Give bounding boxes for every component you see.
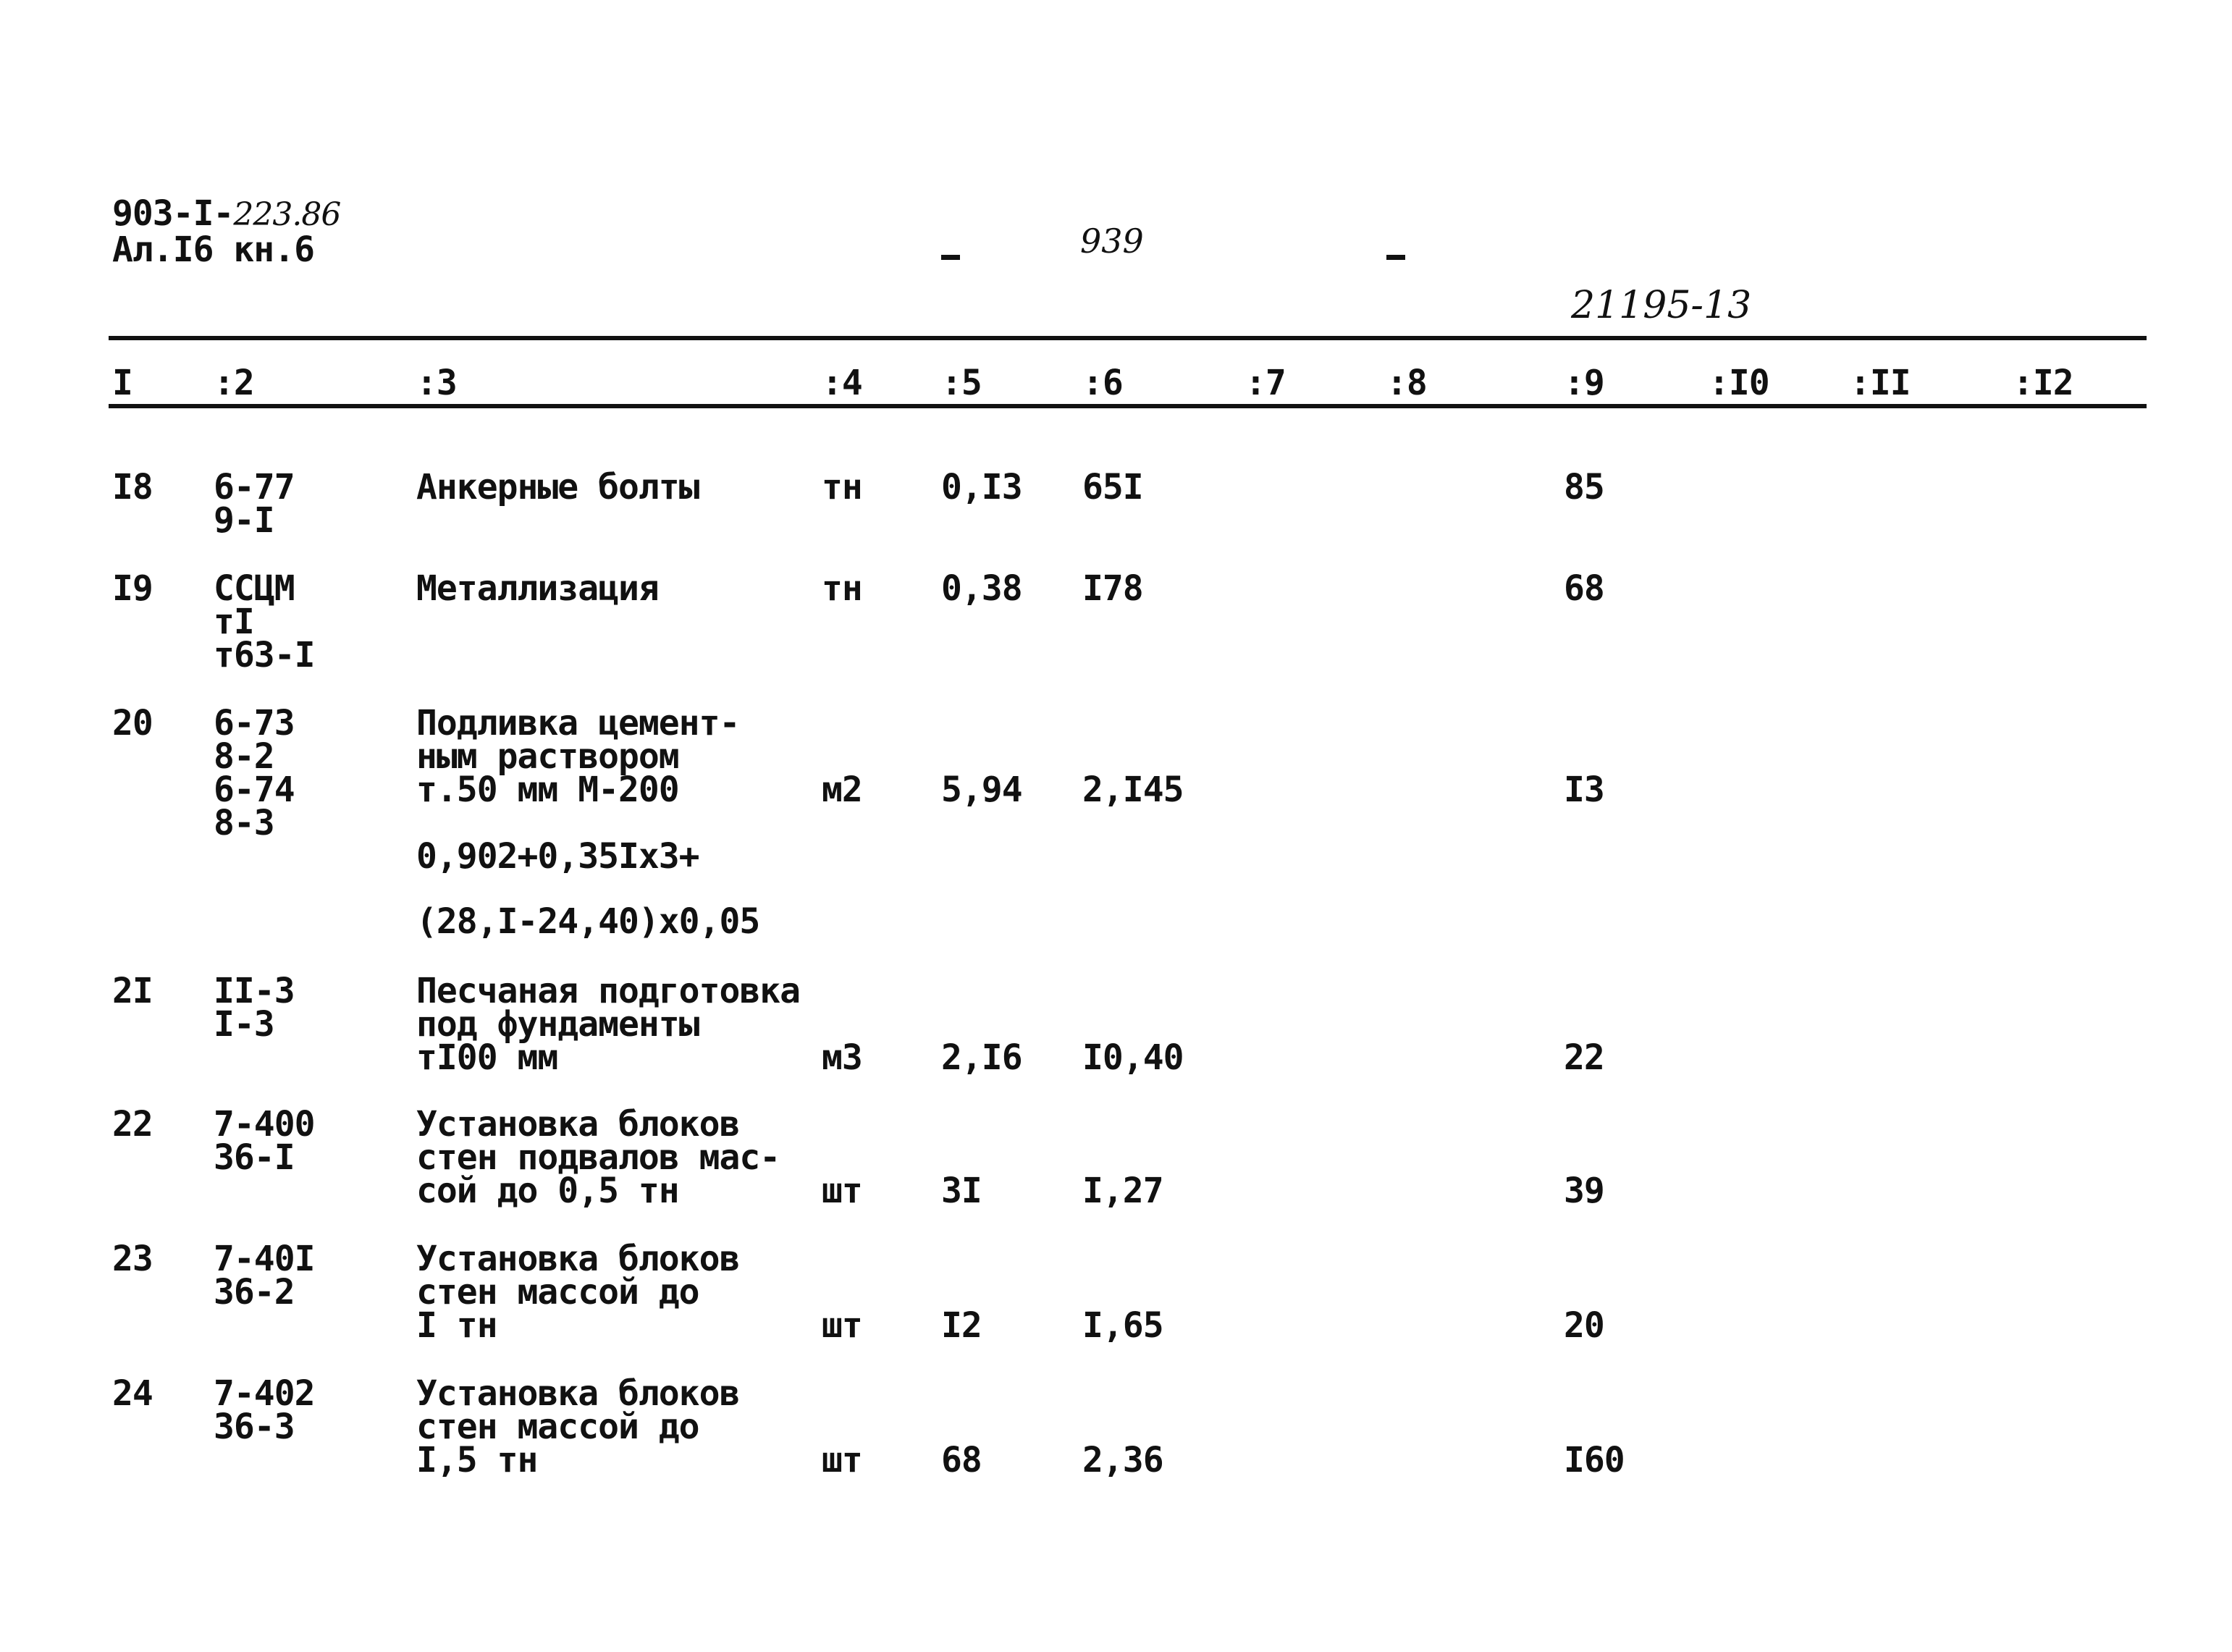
row-unit: тн xyxy=(822,568,862,609)
col-3: :3 xyxy=(416,363,457,403)
row-formula: (28,I-24,40)х0,05 xyxy=(416,901,760,942)
col-5: :5 xyxy=(941,363,982,403)
row-total: 22 xyxy=(1564,1037,1604,1078)
page-dash-right xyxy=(1386,255,1405,260)
row-code: 6-77 9-I xyxy=(214,467,295,541)
row-unit: м3 xyxy=(822,1037,862,1078)
row-unit: шт xyxy=(822,1440,862,1480)
col-2: :2 xyxy=(214,363,254,403)
col-1: I xyxy=(112,363,132,403)
row-code: ССЦМ тI т63-I xyxy=(214,568,315,675)
row-number: I8 xyxy=(112,467,153,507)
row-unit: м2 xyxy=(822,770,862,810)
row-qty: 0,38 xyxy=(941,568,1022,609)
top-rule xyxy=(109,336,2147,340)
row-code: II-3 I-3 xyxy=(214,971,295,1045)
col-4: :4 xyxy=(822,363,862,403)
page-number: 939 xyxy=(1080,222,1144,261)
col-9: :9 xyxy=(1564,363,1604,403)
col-7: :7 xyxy=(1245,363,1286,403)
document-code-prefix: 903-I- xyxy=(112,193,234,234)
row-price: 2,I45 xyxy=(1082,770,1184,810)
row-formula: 0,902+0,35Iх3+ xyxy=(416,836,699,877)
col-12: :I2 xyxy=(2013,363,2073,403)
row-total: I60 xyxy=(1564,1440,1625,1480)
row-qty: I2 xyxy=(941,1305,982,1346)
row-code: 7-40I 36-2 xyxy=(214,1239,315,1312)
album-book: Ал.I6 кн.6 xyxy=(112,229,314,270)
row-number: 2I xyxy=(112,971,153,1011)
row-total: 39 xyxy=(1564,1171,1604,1211)
page-dash-left xyxy=(941,255,960,260)
document-code-handwritten: 223.86 xyxy=(233,196,341,233)
row-qty: 0,I3 xyxy=(941,467,1022,507)
row-qty: 68 xyxy=(941,1440,982,1480)
document-code xyxy=(112,193,341,234)
row-name: Установка блоков стен массой до I тн xyxy=(416,1239,740,1346)
row-name: Металлизация xyxy=(416,568,659,609)
row-code: 7-402 36-3 xyxy=(214,1373,315,1447)
header-bottom-rule xyxy=(109,404,2147,408)
row-total: I3 xyxy=(1564,770,1604,810)
row-unit: шт xyxy=(822,1171,862,1211)
row-price: I,65 xyxy=(1082,1305,1163,1346)
col-11: :II xyxy=(1850,363,1911,403)
row-name: Анкерные болты xyxy=(416,467,699,507)
row-price: 2,36 xyxy=(1082,1440,1163,1480)
row-name: Песчаная подготовка под фундаменты тI00 мм xyxy=(416,971,801,1078)
row-number: 20 xyxy=(112,703,153,743)
row-qty: 5,94 xyxy=(941,770,1022,810)
row-code: 6-73 8-2 6-74 8-3 xyxy=(214,703,295,843)
row-code: 7-400 36-I xyxy=(214,1104,315,1178)
row-qty: 2,I6 xyxy=(941,1037,1022,1078)
row-name: Установка блоков стен массой до I,5 тн xyxy=(416,1373,740,1480)
row-name: Установка блоков стен подвалов мас- сой до 0,5 тн xyxy=(416,1104,780,1211)
row-price: I78 xyxy=(1082,568,1143,609)
row-number: I9 xyxy=(112,568,153,609)
col-10: :I0 xyxy=(1709,363,1769,403)
row-total: 68 xyxy=(1564,568,1604,609)
doc-number: 21195-13 xyxy=(1571,284,1752,327)
row-unit: тн xyxy=(822,467,862,507)
row-price: I0,40 xyxy=(1082,1037,1184,1078)
row-number: 22 xyxy=(112,1104,153,1145)
row-name: Подливка цемент- ным раствором т.50 мм М-200 xyxy=(416,703,740,810)
row-total: 85 xyxy=(1564,467,1604,507)
col-6: :6 xyxy=(1082,363,1123,403)
row-number: 23 xyxy=(112,1239,153,1279)
row-qty: 3I xyxy=(941,1171,982,1211)
row-number: 24 xyxy=(112,1373,153,1414)
row-price: I,27 xyxy=(1082,1171,1163,1211)
col-8: :8 xyxy=(1386,363,1427,403)
row-unit: шт xyxy=(822,1305,862,1346)
row-total: 20 xyxy=(1564,1305,1604,1346)
row-price: 65I xyxy=(1082,467,1143,507)
